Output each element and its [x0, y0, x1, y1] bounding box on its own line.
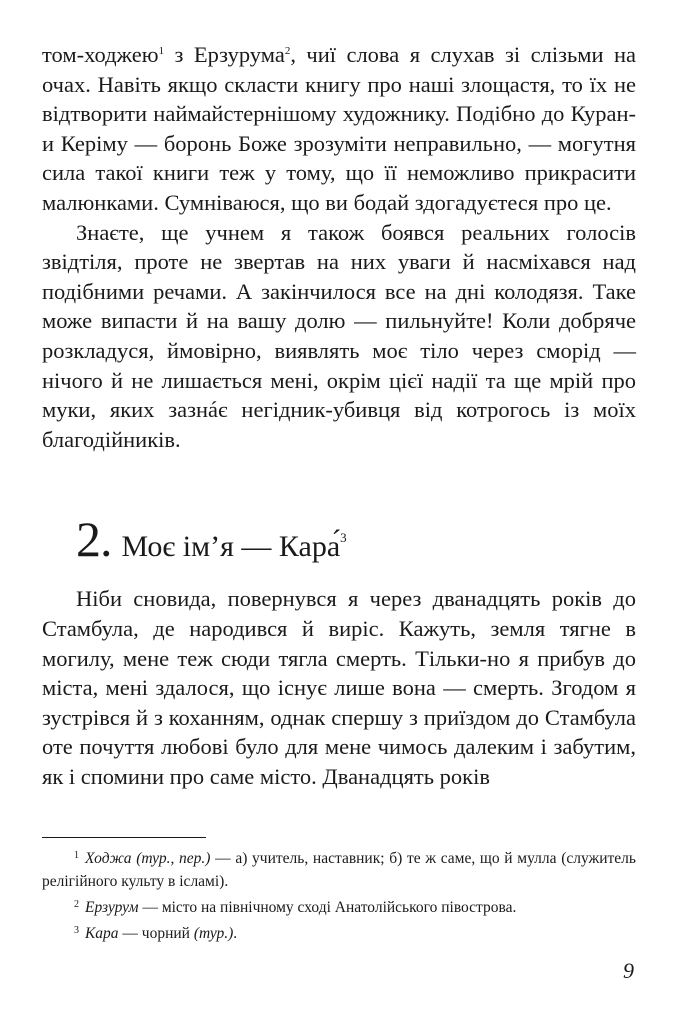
footnote-divider — [42, 837, 206, 838]
footnote-term: Ерзурум — [85, 899, 139, 916]
page-body — [42, 40, 636, 791]
footnote-text: — чорний — [118, 925, 194, 942]
chapter-heading — [76, 511, 636, 568]
footnote-lang: (тур.) — [193, 925, 234, 942]
footnotes — [42, 844, 636, 945]
footnote-mark: 1 — [74, 850, 79, 861]
text-run: з Ерзурума — [164, 42, 285, 67]
footnote-text: — місто на північному сході Анатолійського півострова. — [138, 899, 517, 916]
paragraph-3: Ніби сновида, повернувся я через дванадцять років до Стамбула, де народився й виріс. Кажуть, земля тягне в могилу, мене теж сюди тягла смерть. Тільки-но я прибув до міста, мені здалося, що існує лише вона — смерть. Згодом я зустрівся й з коханням, однак спершу з приїздом до Стамбула оте почуття любові було для мене чимось далеким і забутим, як і спомини про саме місто. Дванадцять років — [42, 586, 636, 789]
footnote-term: Ходжа (тур., пер.) — [85, 850, 211, 867]
paragraph-1 — [42, 40, 636, 218]
chapter-title-text: Моє ім’я — Кара́ — [121, 530, 341, 564]
page-number: 9 — [623, 958, 634, 983]
paragraph-2: Знаєте, ще учнем я також боявся реальних голосів звідтіля, проте не звертав на них уваги й насміхався над подібними речами. А закінчилося все на дні колодязя. Таке може випасти й на вашу долю — пильнуйте! Коли добряче розкладуся, ймовірно, виявлять моє тіло через сморід — нічого й не лишається мені, окрім цієї надії та ще мрій про муки, яких зазнáє негідник-убивця від котрогось із моїх благодійників. — [42, 219, 636, 452]
text-run: том-ходжею — [42, 42, 159, 67]
chapter-number: 2. — [76, 511, 112, 568]
footnote-3 — [42, 919, 636, 945]
footnote-text: — а) учитель, наставник; б) те ж саме, що й мулла (служитель релігійного культу в ісламі). — [42, 850, 636, 890]
footnote-ref-1[interactable]: 1 — [158, 45, 165, 57]
footnote-ref-3[interactable]: 3 — [340, 530, 347, 546]
footnote-ref-2[interactable]: 2 — [284, 45, 291, 57]
chapter-title — [122, 530, 347, 564]
footnote-end: . — [233, 925, 238, 942]
footnote-mark: 2 — [74, 899, 79, 910]
footnote-2 — [42, 893, 636, 919]
footnote-term: Кара — [85, 925, 119, 942]
text-run: , чиї слова я слухав зі слізьми на очах. Навіть якщо скласти книгу про наші злощастя, то їх не відтворити наймайстернішому художнику. Подібно до Куран-и Керіму — боронь Боже зрозуміти неправильно, — могутня сила такої книги теж у тому, що її неможливо прикрасити малюнками. Сумніваюся, що ви бодай здогадуєтеся про це. — [42, 42, 636, 215]
footnote-mark: 3 — [74, 925, 79, 936]
footnote-1 — [42, 844, 636, 893]
